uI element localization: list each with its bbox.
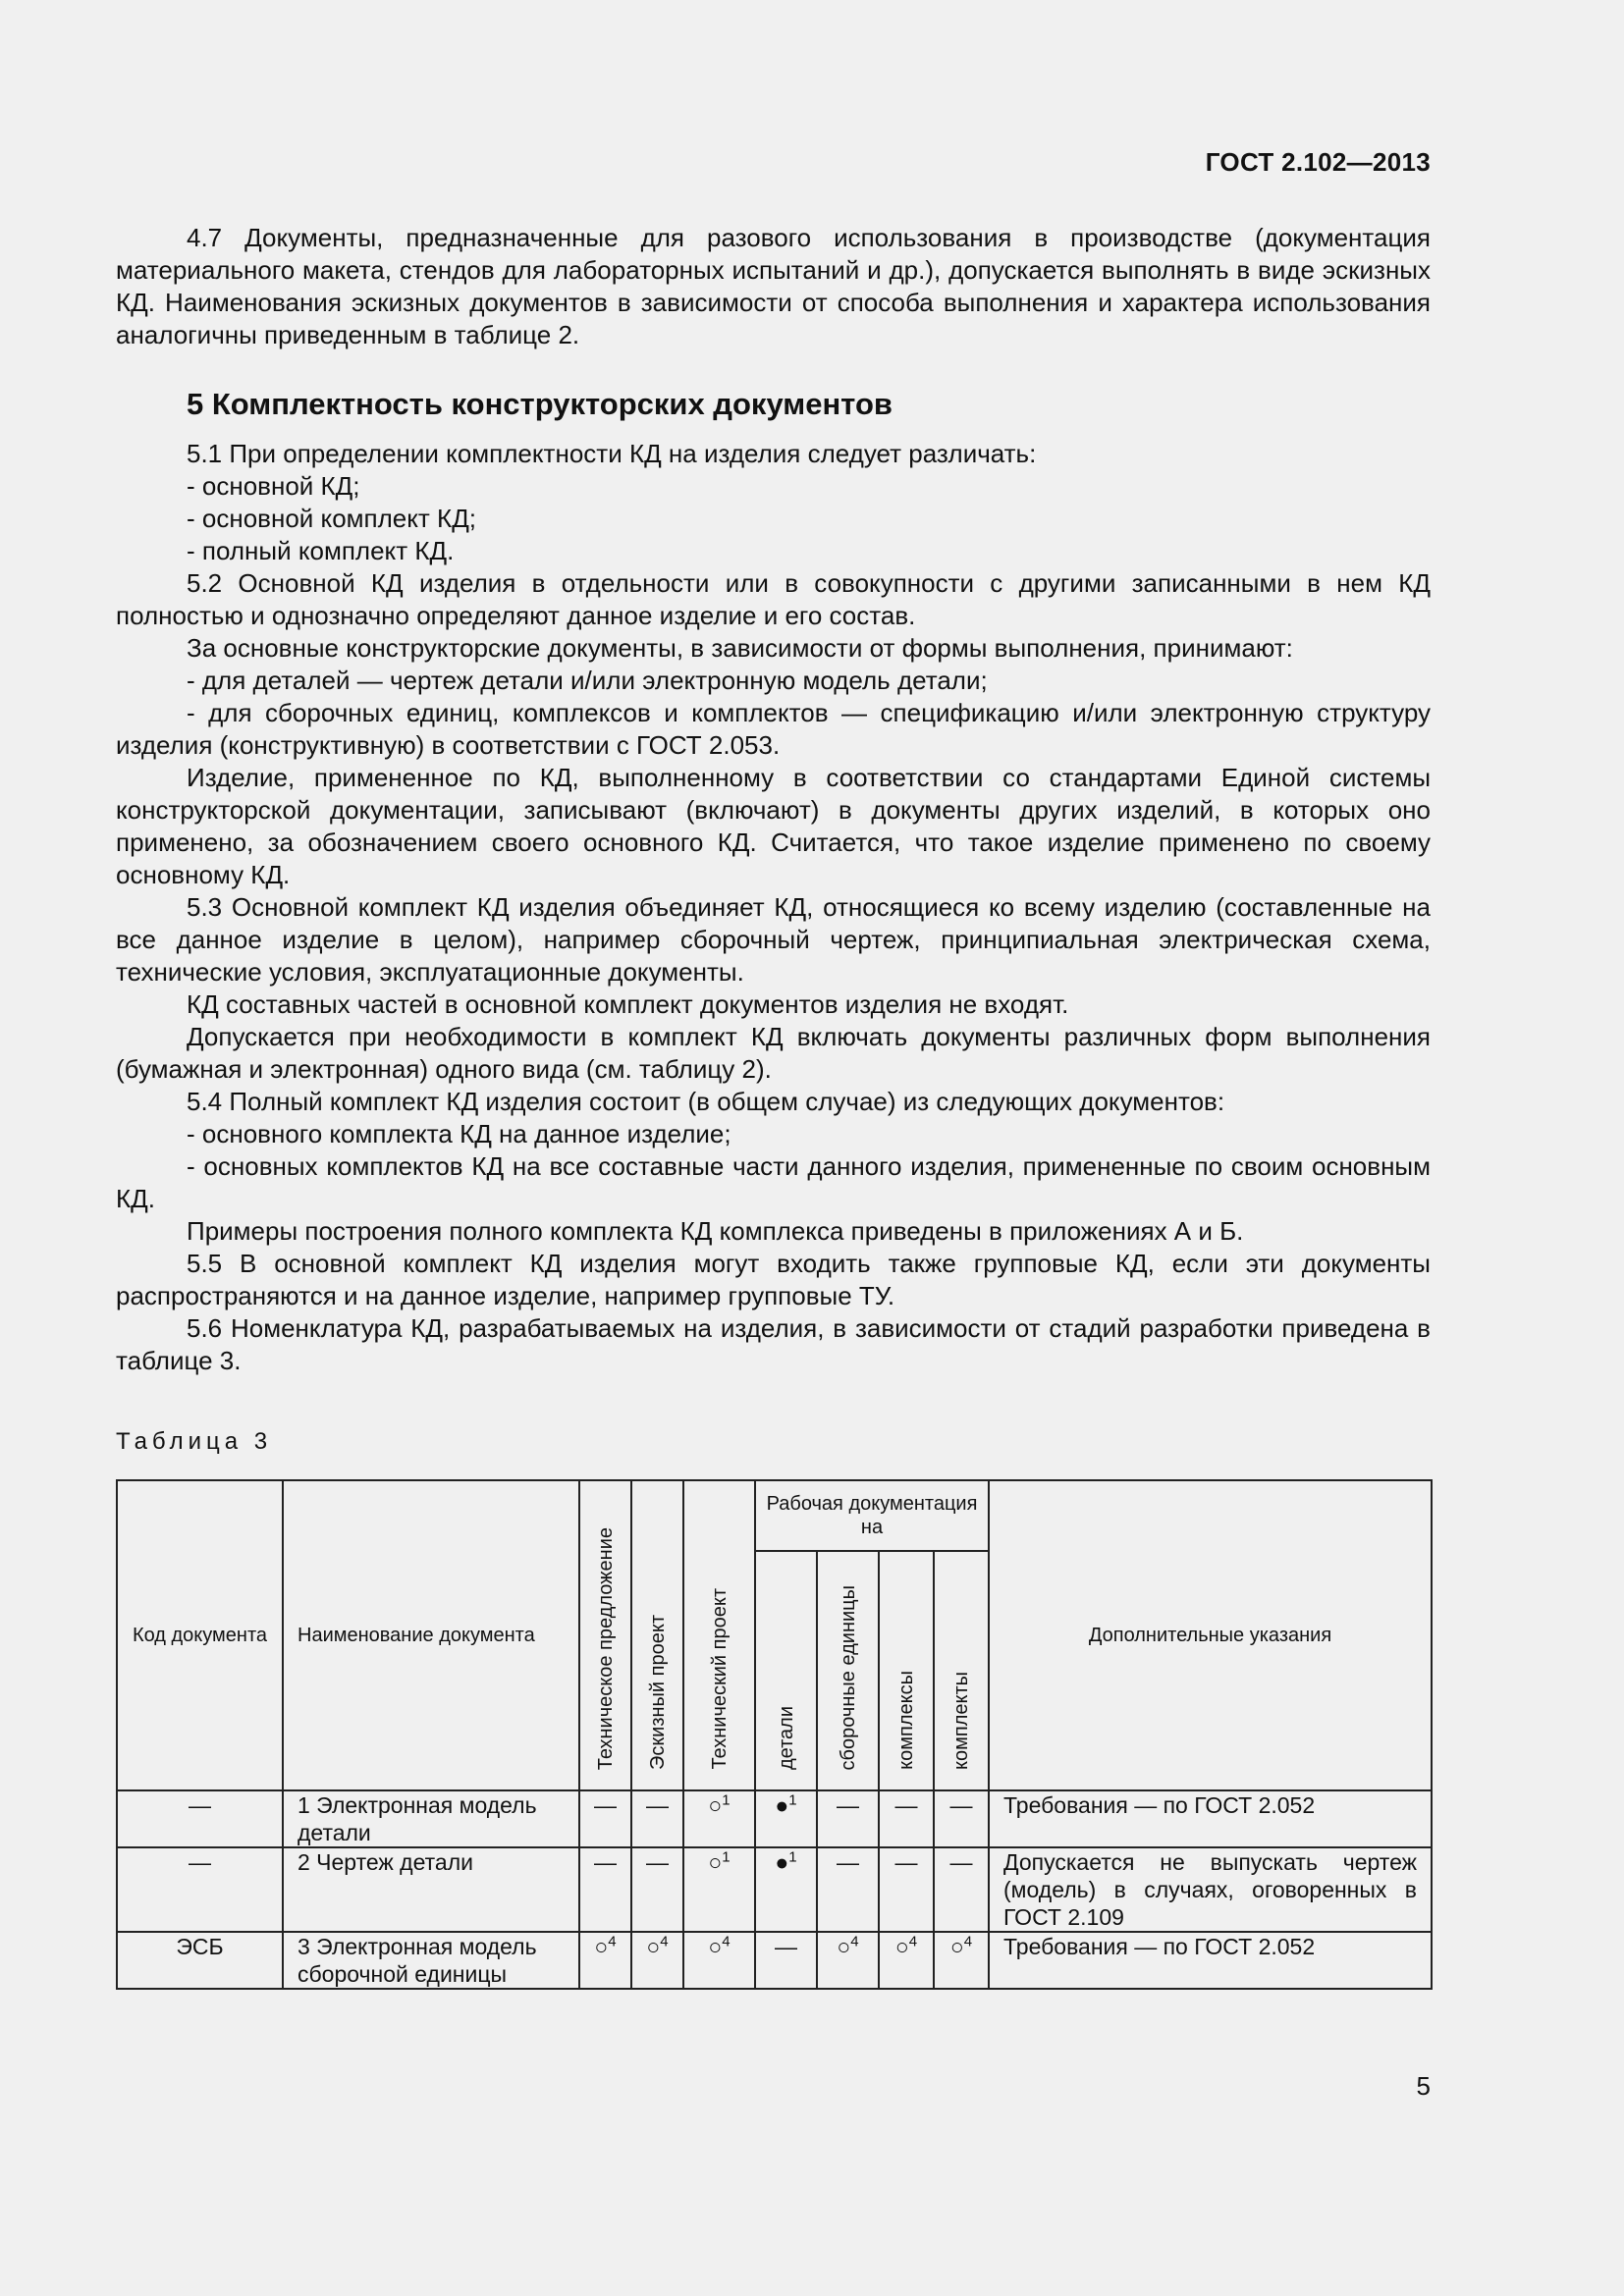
document-body	[116, 222, 1431, 1377]
cell-mark-det	[755, 1932, 817, 1989]
cell-mark-kx	[879, 1790, 934, 1847]
mark-symbol: ○	[949, 1934, 964, 1959]
footnote-ref: 4	[850, 1933, 859, 1950]
mark-symbol: ○	[594, 1934, 609, 1959]
cell-mark-kt	[934, 1790, 989, 1847]
paragraph: 5.3 Основной комплект КД изделия объединяет КД, относящиеся ко всему изделию (составленные на все данное изделие в целом), например сборочный чертеж, принципиальная электрическая схема, технические условия, эксплуатационные документы.	[116, 892, 1431, 987]
paragraph: Допускается при необходимости в комплект КД включать документы различных форм выполнения (бумажная и электронная) одного вида (см. таблицу 2).	[116, 1022, 1431, 1084]
mark-symbol: —	[594, 1792, 617, 1818]
mark-symbol: ○	[708, 1934, 723, 1959]
header-notes: Дополнительные указания	[989, 1480, 1432, 1790]
header-name: Наименование документа	[283, 1480, 579, 1790]
table-row	[117, 1932, 1432, 1989]
mark-symbol: ○	[837, 1934, 851, 1959]
mark-symbol: —	[894, 1849, 918, 1875]
header-working-docs: Рабочая документация на	[755, 1480, 989, 1551]
cell-mark-tpr	[683, 1847, 755, 1932]
header-tech-proposal: Техническое предложение	[579, 1480, 631, 1790]
header-complexes: комплексы	[879, 1551, 934, 1790]
cell-mark-ep	[631, 1790, 683, 1847]
cell-mark-kt	[934, 1932, 989, 1989]
table-row	[117, 1790, 1432, 1847]
documents-table	[116, 1479, 1433, 1990]
mark-symbol: —	[837, 1792, 859, 1818]
paragraph: - для сборочных единиц, комплексов и комплектов — спецификацию и/или электронную структуру изделия (конструктивную) в соответствии с ГОСТ 2.053.	[116, 698, 1431, 760]
paragraph: Изделие, примененное по КД, выполненному в соответствии со стандартами Единой системы конструкторской документации, записывают (включают) в документы других изделий, в которых оно применено, за обозначением своего основного КД. Считается, что такое изделие применено по своему основному КД.	[116, 763, 1431, 889]
mark-symbol: ○	[708, 1849, 723, 1875]
header-assembly-units: сборочные единицы	[817, 1551, 879, 1790]
footnote-ref: 1	[722, 1848, 731, 1866]
mark-symbol: —	[775, 1934, 797, 1959]
mark-symbol: —	[646, 1792, 669, 1818]
document-header: ГОСТ 2.102—2013	[1205, 147, 1431, 177]
mark-symbol: —	[594, 1849, 617, 1875]
table-caption: Таблица 3	[116, 1428, 273, 1455]
table-row	[117, 1847, 1432, 1932]
cell-mark-tp	[579, 1790, 631, 1847]
cell-name: 1 Электронная модель детали	[283, 1790, 579, 1847]
section-title: 5 Комплектность конструкторских документов	[187, 387, 893, 421]
header-details: детали	[755, 1551, 817, 1790]
paragraph: 4.7 Документы, предназначенные для разового использования в производстве (документация материального макета, стендов для лабораторных испытаний и др.), допускается выполнять в виде эскизных КД. Наименования эскизных документов в зависимости от способа выполнения и характера использования аналогичны приведенным в таблице 2.	[116, 223, 1431, 349]
cell-mark-tp	[579, 1932, 631, 1989]
paragraph: 5.5 В основной комплект КД изделия могут входить также групповые КД, если эти документы распространяются и на данное изделие, например групповые ТУ.	[116, 1249, 1431, 1310]
paragraph: Примеры построения полного комплекта КД комплекса приведены в приложениях А и Б.	[187, 1216, 1244, 1246]
footnote-ref: 4	[722, 1933, 731, 1950]
cell-mark-ep	[631, 1847, 683, 1932]
cell-code: ЭСБ	[117, 1932, 283, 1989]
cell-mark-kt	[934, 1847, 989, 1932]
header-draft-design: Эскизный проект	[631, 1480, 683, 1790]
cell-mark-ep	[631, 1932, 683, 1989]
paragraph: За основные конструкторские документы, в зависимости от формы выполнения, принимают:	[187, 633, 1293, 663]
cell-code: —	[117, 1847, 283, 1932]
mark-symbol: —	[646, 1849, 669, 1875]
paragraph: 5.2 Основной КД изделия в отдельности или в совокупности с другими записанными в нем КД полностью и однозначно определяют данное изделие и его состав.	[116, 568, 1431, 630]
cell-notes: Требования — по ГОСТ 2.052	[989, 1790, 1432, 1847]
cell-mark-kx	[879, 1932, 934, 1989]
footnote-ref: 4	[608, 1933, 617, 1950]
cell-mark-kx	[879, 1847, 934, 1932]
mark-symbol: —	[837, 1849, 859, 1875]
cell-name: 3 Электронная модель сборочной единицы	[283, 1932, 579, 1989]
cell-mark-su	[817, 1932, 879, 1989]
list-item: - основной КД;	[187, 471, 360, 501]
mark-symbol: —	[949, 1792, 973, 1818]
cell-name: 2 Чертеж детали	[283, 1847, 579, 1932]
paragraph: - основных комплектов КД на все составные части данного изделия, примененные по своим основным КД.	[116, 1151, 1431, 1213]
cell-notes: Требования — по ГОСТ 2.052	[989, 1932, 1432, 1989]
mark-symbol: ○	[894, 1934, 909, 1959]
mark-symbol: —	[894, 1792, 918, 1818]
header-code: Код документа	[117, 1480, 283, 1790]
cell-mark-tpr	[683, 1932, 755, 1989]
cell-mark-su	[817, 1847, 879, 1932]
mark-symbol: ○	[708, 1792, 723, 1818]
list-item: - основной комплект КД;	[187, 504, 477, 533]
mark-symbol: ●	[775, 1849, 789, 1875]
paragraph: 5.1 При определении комплектности КД на изделия следует различать:	[187, 439, 1037, 468]
cell-mark-tpr	[683, 1790, 755, 1847]
paragraph: 5.6 Номенклатура КД, разрабатываемых на изделия, в зависимости от стадий разработки приведена в таблице 3.	[116, 1313, 1431, 1375]
footnote-ref: 1	[788, 1848, 797, 1866]
paragraph: 5.4 Полный комплект КД изделия состоит (в общем случае) из следующих документов:	[187, 1087, 1225, 1116]
list-item: - для деталей — чертеж детали и/или электронную модель детали;	[187, 666, 988, 695]
mark-symbol: —	[949, 1849, 973, 1875]
header-kits: комплекты	[934, 1551, 989, 1790]
header-tech-design: Технический проект	[683, 1480, 755, 1790]
list-item: - полный комплект КД.	[187, 536, 455, 565]
footnote-ref: 4	[908, 1933, 918, 1950]
cell-notes: Допускается не выпускать чертеж (модель) в случаях, оговоренных в ГОСТ 2.109	[989, 1847, 1432, 1932]
footnote-ref: 1	[788, 1791, 797, 1809]
list-item: - основного комплекта КД на данное изделие;	[187, 1119, 731, 1148]
cell-code: —	[117, 1790, 283, 1847]
page-number: 5	[1416, 2071, 1431, 2101]
paragraph: КД составных частей в основной комплект документов изделия не входят.	[187, 989, 1069, 1019]
footnote-ref: 4	[963, 1933, 973, 1950]
section-body	[116, 438, 1431, 1377]
cell-mark-tp	[579, 1847, 631, 1932]
cell-mark-det	[755, 1847, 817, 1932]
footnote-ref: 1	[722, 1791, 731, 1809]
cell-mark-det	[755, 1790, 817, 1847]
cell-mark-su	[817, 1790, 879, 1847]
mark-symbol: ●	[775, 1792, 789, 1818]
footnote-ref: 4	[660, 1933, 669, 1950]
mark-symbol: ○	[646, 1934, 661, 1959]
